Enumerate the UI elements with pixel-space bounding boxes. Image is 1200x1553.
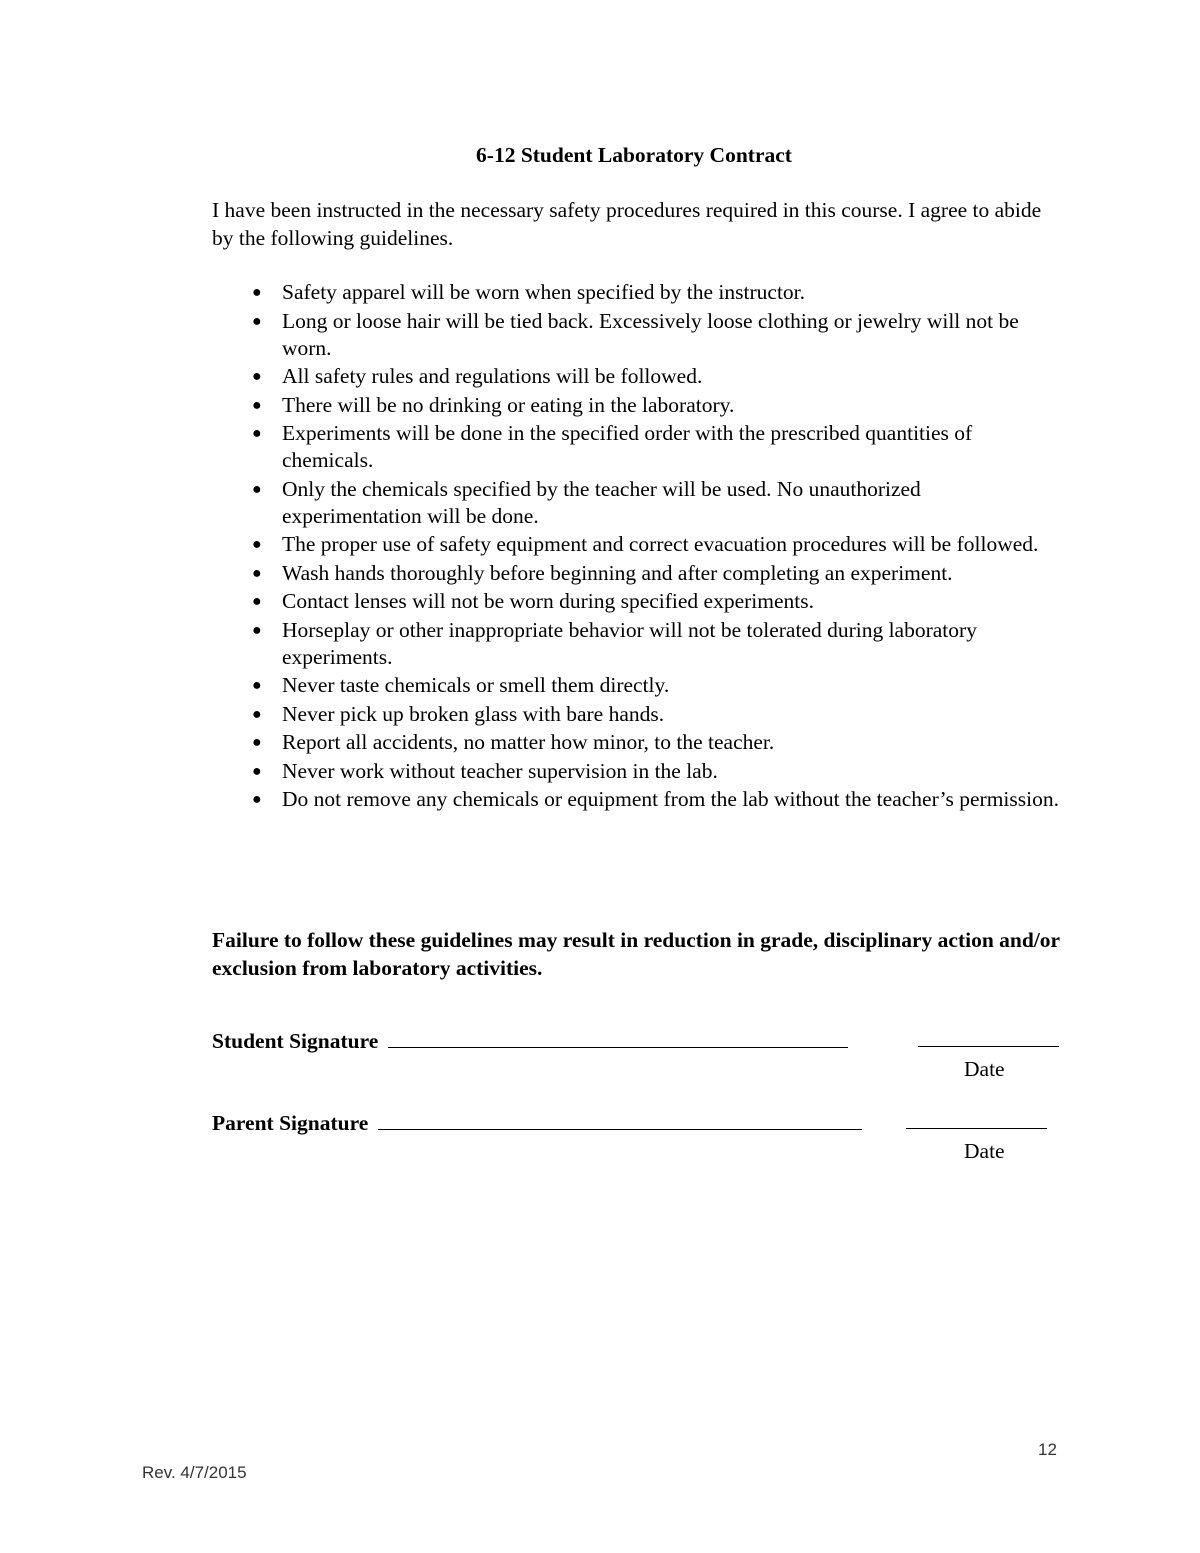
bullet-icon: ● [252,621,262,639]
parent-signature-label: Parent Signature [212,1111,369,1135]
guideline-item [212,701,1062,728]
guideline-text: All safety rules and regulations will be followed. [282,364,703,388]
guidelines-list [212,279,1062,815]
guideline-item [212,617,1062,671]
bullet-icon: ● [252,734,262,751]
student-signature-label: Student Signature [212,1029,379,1053]
parent-date-line[interactable] [906,1110,1047,1129]
warning-statement: Failure to follow these guidelines may result in reduction in grade, disciplinary action and/or exclusion from laboratory activities. [212,928,1060,980]
guideline-text: There will be no drinking or eating in the laboratory. [282,392,735,417]
guideline-item [212,308,1062,362]
student-date-line[interactable] [918,1028,1059,1047]
bullet-icon: ● [252,284,262,301]
guideline-text: Never pick up broken glass with bare hands. [282,701,665,726]
page-title: 6-12 Student Laboratory Contract [476,143,792,167]
guideline-text: Wash hands thoroughly before beginning and after completing an experiment. [282,560,953,585]
bullet-icon: ● [252,791,262,808]
guideline-text: Report all accidents, no matter how minor, to the teacher. [282,730,775,754]
bullet-icon: ● [252,593,262,610]
bullet-icon: ● [252,705,262,723]
bullet-icon: ● [252,677,262,694]
guideline-text: The proper use of safety equipment and correct evacuation procedures will be followed. [282,532,1039,556]
guideline-item [212,729,1062,756]
guideline-item [212,786,1062,813]
student-date-label: Date [964,1057,1005,1081]
guideline-item [212,531,1062,558]
guideline-item [212,588,1062,615]
guideline-item [212,279,1062,306]
bullet-icon: ● [252,762,262,780]
guideline-text: Only the chemicals specified by the teacher will be used. No unauthorized experimentation will be done. [282,476,921,528]
guideline-text: Contact lenses will not be worn during specified experiments. [282,589,814,613]
guideline-text: Horseplay or other inappropriate behavior will not be tolerated during laboratory experiments. [282,617,977,669]
bullet-icon: ● [252,536,262,553]
guideline-item [212,363,1062,390]
bullet-icon: ● [252,564,262,582]
guideline-text: Do not remove any chemicals or equipment from the lab without the teacher’s permission. [282,787,1059,811]
guideline-item [212,560,1062,587]
bullet-icon: ● [252,480,262,498]
guideline-item [212,672,1062,699]
guideline-text: Safety apparel will be worn when specified by the instructor. [282,280,806,304]
bullet-icon: ● [252,312,262,330]
guideline-item [212,476,1062,530]
guideline-text: Never work without teacher supervision in the lab. [282,758,718,783]
guideline-item [212,420,1062,474]
page-number: 12 [1038,1440,1057,1459]
guideline-text: Never taste chemicals or smell them directly. [282,673,670,697]
guideline-item [212,758,1062,785]
parent-signature-line[interactable] [378,1111,862,1130]
bullet-icon: ● [252,425,262,442]
guideline-text: Long or loose hair will be tied back. Excessively loose clothing or jewelry will not be worn. [282,308,1019,360]
bullet-icon: ● [252,396,262,414]
student-signature-line[interactable] [388,1029,848,1048]
parent-date-label: Date [964,1139,1005,1163]
revision-date: Rev. 4/7/2015 [142,1463,247,1482]
bullet-icon: ● [252,368,262,385]
guideline-item [212,392,1062,419]
guideline-text: Experiments will be done in the specified order with the prescribed quantities of chemicals. [282,421,973,472]
intro-paragraph: I have been instructed in the necessary safety procedures required in this course. I agree to abide by the following guidelines. [212,198,1042,250]
